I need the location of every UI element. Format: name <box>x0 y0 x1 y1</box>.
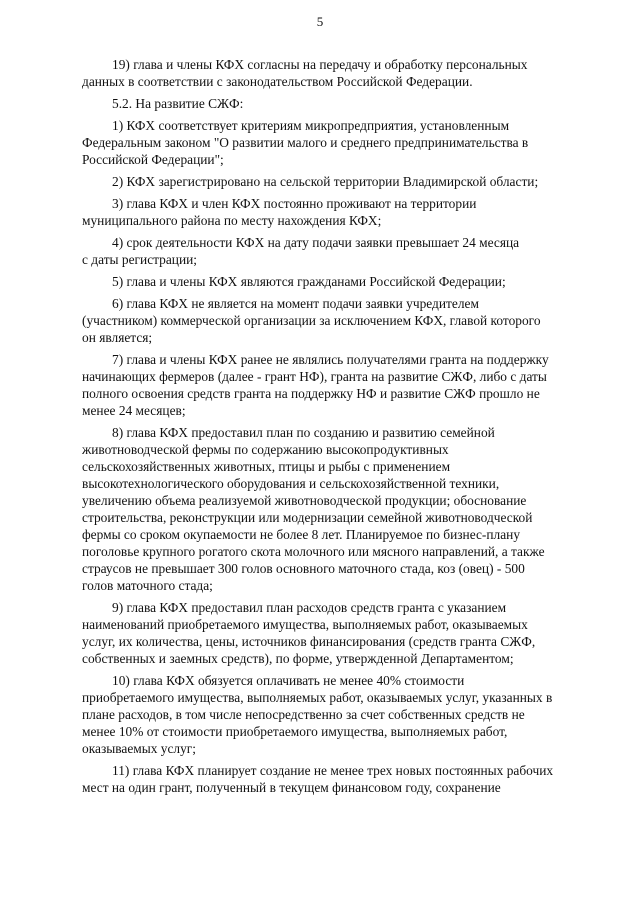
line: Российской Федерации"; <box>82 152 224 167</box>
line: 3) глава КФХ и член КФХ постоянно проживают на территории <box>112 196 477 211</box>
line: Федеральным законом "О развитии малого и среднего предпринимательства в <box>82 135 529 150</box>
line: 7) глава и члены КФХ ранее не являлись получателями гранта на поддержку <box>112 352 549 367</box>
paragraph-5 <box>82 273 612 290</box>
paragraph-1 <box>82 117 612 168</box>
paragraph-3 <box>82 195 612 229</box>
line: наименований приобретаемого имущества, выполняемых работ, оказываемых <box>82 617 528 632</box>
line: плане расходов, в том числе непосредственно за счет собственных средств не <box>82 707 525 722</box>
line: 6) глава КФХ не является на момент подачи заявки учредителем <box>112 296 479 311</box>
paragraph-2 <box>82 173 612 190</box>
line: страусов не превышает 300 голов основного маточного стада, коз (овец) - 500 <box>82 561 525 576</box>
line: (участником) коммерческой организации за исключением КФХ, главой которого <box>82 313 541 328</box>
paragraph-4 <box>82 234 612 268</box>
line: данных в соответствии с законодательством Российской Федерации. <box>82 74 473 89</box>
paragraph-10 <box>82 672 612 757</box>
line: увеличению объема реализуемой животноводческой продукции; обоснование <box>82 493 527 508</box>
paragraph-19 <box>82 56 612 90</box>
paragraph-6 <box>82 295 612 346</box>
line: 10) глава КФХ обязуется оплачивать не менее 40% стоимости <box>112 673 465 688</box>
line: 19) глава и члены КФХ согласны на передачу и обработку персональных <box>112 57 528 72</box>
line: 9) глава КФХ предоставил план расходов средств гранта с указанием <box>112 600 507 615</box>
line: собственных и заемных средств), по форме, утвержденной Департаментом; <box>82 651 514 666</box>
line: приобретаемого имущества, выполняемых работ, оказываемых услуг, указанных в <box>82 690 553 705</box>
line: фермы со сроком окупаемости не более 8 лет. Планируемое по бизнес-плану <box>82 527 521 542</box>
line: 4) срок деятельности КФХ на дату подачи заявки превышает 24 месяца <box>112 235 520 250</box>
line: оказываемых услуг; <box>82 741 197 756</box>
line: услуг, их количества, цены, источников финансирования (средств гранта СЖФ, <box>82 634 536 649</box>
line: строительства, реконструкции или модернизации семейной животноводческой <box>82 510 533 525</box>
document-body <box>82 56 612 796</box>
page-number: 5 <box>316 14 324 29</box>
paragraph-9 <box>82 599 612 667</box>
line: 5) глава и члены КФХ являются гражданами Российской Федерации; <box>112 274 506 289</box>
line: начинающих фермеров (далее - грант НФ), гранта на развитие СЖФ, либо с даты <box>82 369 547 384</box>
line: менее 24 месяцев; <box>82 403 186 418</box>
line: животноводческой фермы по содержанию высокопродуктивных <box>82 442 449 457</box>
line: сельскохозяйственных животных, птицы и рыбы с применением <box>82 459 451 474</box>
line: он является; <box>82 330 153 345</box>
paragraph-8 <box>82 424 612 594</box>
paragraph-7 <box>82 351 612 419</box>
line: 1) КФХ соответствует критериям микропредприятия, установленным <box>112 118 510 133</box>
line: полного освоения средств гранта на поддержку НФ и развитие СЖФ прошло не <box>82 386 540 401</box>
line: менее 10% от стоимости приобретаемого имущества, выполняемых работ, <box>82 724 508 739</box>
line: муниципального района по месту нахождения КФХ; <box>82 213 382 228</box>
paragraph-11 <box>82 762 612 796</box>
line: высокотехнологического оборудования и сельскохозяйственной техники, <box>82 476 500 491</box>
section-heading-5-2 <box>82 95 612 112</box>
line: 2) КФХ зарегистрировано на сельской территории Владимирской области; <box>112 174 539 189</box>
line: 11) глава КФХ планирует создание не менее трех новых постоянных рабочих <box>112 763 554 778</box>
line: 5.2. На развитие СЖФ: <box>112 96 244 111</box>
line: поголовье крупного рогатого скота молочного или мясного направлений, а также <box>82 544 545 559</box>
line: 8) глава КФХ предоставил план по созданию и развитию семейной <box>112 425 495 440</box>
line: голов маточного стада; <box>82 578 213 593</box>
line: с даты регистрации; <box>82 252 198 267</box>
line: мест на один грант, полученный в текущем финансовом году, сохранение <box>82 780 501 795</box>
